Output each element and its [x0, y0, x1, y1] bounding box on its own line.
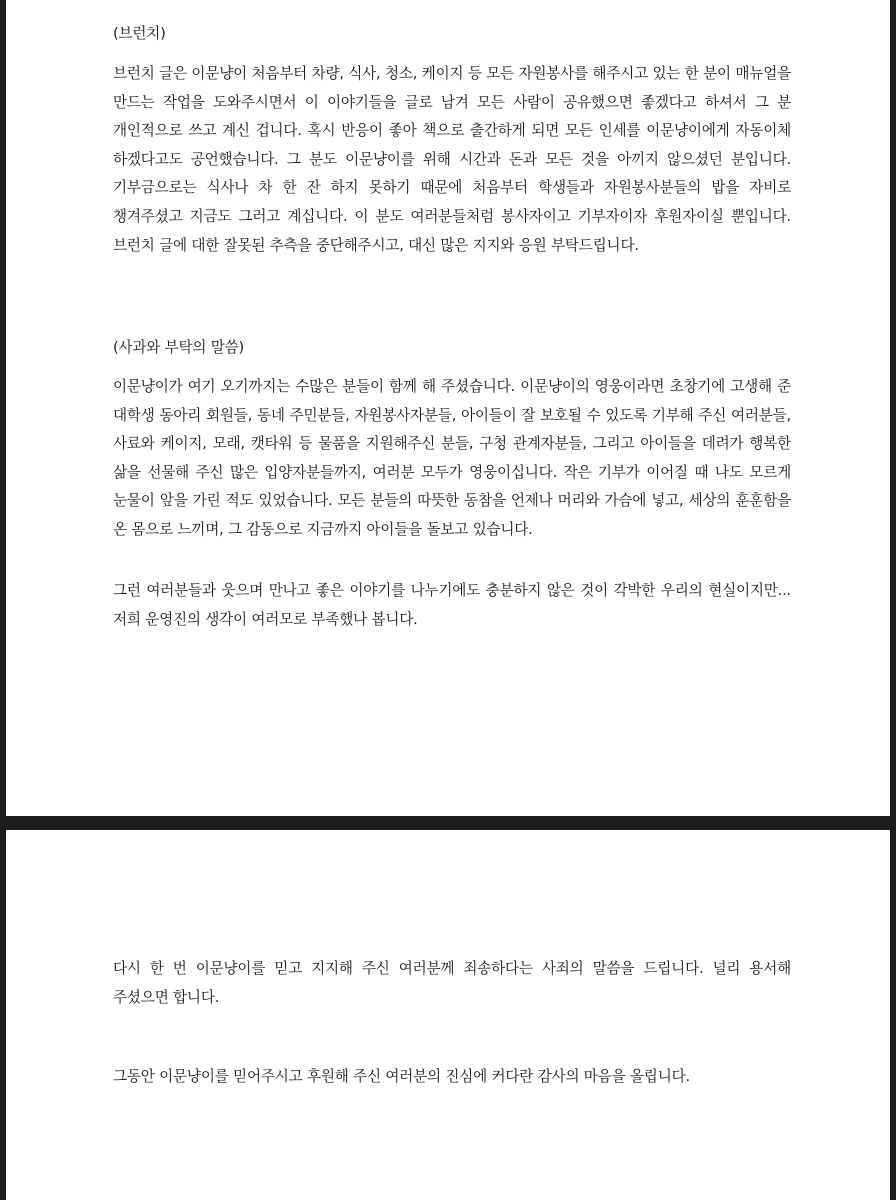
- apology-paragraph-2: 그런 여러분들과 웃으며 만나고 좋은 이야기를 나누기에도 충분하지 않은 것이 각박한 우리의 현실이지만... 저희 운영진의 생각이 여러모로 부족했나 봅니다.: [113, 582, 791, 628]
- apology-request-paragraph: 다시 한 번 이문냥이를 믿고 지지해 주신 여러분께 죄송하다는 사죄의 말씀을 드립니다. 널리 용서해 주셨으면 합니다.: [113, 960, 791, 1006]
- thanks-paragraph: 그동안 이문냥이를 믿어주시고 후원해 주신 여러분의 진심에 커다란 감사의 마음을 올립니다.: [113, 1068, 690, 1085]
- document-page-2: [6, 830, 890, 1200]
- document-page-1: [6, 0, 890, 816]
- apology-paragraph-1: 이문냥이가 여기 오기까지는 수많은 분들이 함께 해 주셨습니다. 이문냥이의 영웅이라면 초창기에 고생해 준 대학생 동아리 회원들, 동네 주민분들, 자원봉사자분들, 아이들이 잘 보호될 수 있도록 기부해 주신 여러분들, 사료와 케이지, 모래, 캣타워 등 물품을 지원해주신 분들, 구청 관계자분들, 그리고 아이들을 데려가 행복한 삶을 선물해 주신 많은 입양자분들까지, 여러분 모두가 영웅이십니다. 작은 기부가 이어질 때 나도 모르게 눈물이 앞을 가린 적도 있었습니다. 모든 분들의 따뜻한 동참을 언제나 머리와 가슴에 넣고, 세상의 훈훈함을 온 몸으로 느끼며, 그 감동으로 지금까지 아이들을 돌보고 있습니다.: [113, 378, 791, 538]
- branch-heading: (브런치): [113, 25, 166, 42]
- apology-heading: (사과와 부탁의 말씀): [113, 339, 245, 356]
- branch-paragraph: 브런치 글은 이문냥이 처음부터 차량, 식사, 청소, 케이지 등 모든 자원봉사를 해주시고 있는 한 분이 매뉴얼을 만드는 작업을 도와주시면서 이 이야기들을 글로 남겨 모든 사람이 공유했으면 좋겠다고 하셔서 그 분 개인적으로 쓰고 계신 겁니다. 혹시 반응이 좋아 책으로 출간하게 되면 모든 인세를 이문냥이에게 자동이체 하겠다고도 공언했습니다. 그 분도 이문냥이를 위해 시간과 돈과 모든 것을 아끼지 않으셨던 분입니다. 기부금으로는 식사나 차 한 잔 하지 못하기 때문에 처음부터 학생들과 자원봉사분들의 밥을 자비로 챙겨주셨고 지금도 그러고 계십니다. 이 분도 여러분들처럼 봉사자이고 기부자이자 후원자이실 뿐입니다. 브런치 글에 대한 잘못된 추측을 중단해주시고, 대신 많은 지지와 응원 부탁드립니다.: [113, 65, 791, 254]
